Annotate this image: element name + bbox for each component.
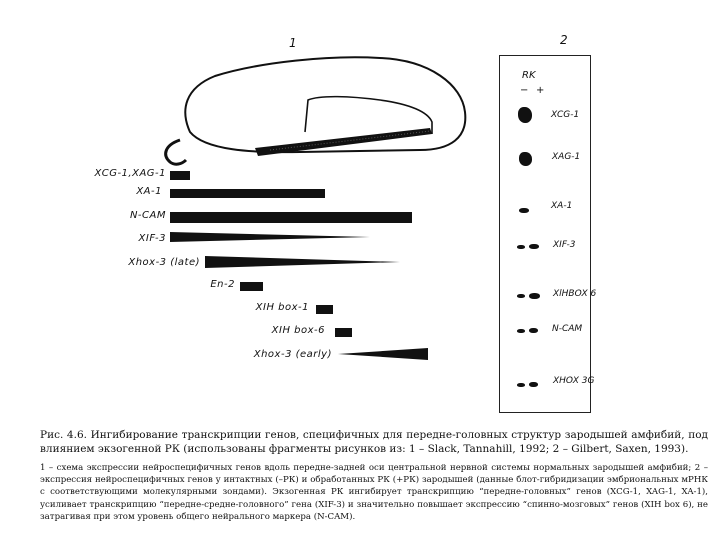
blot-band-xcg1-minus bbox=[518, 107, 532, 123]
blot-band-xhox3g-minus bbox=[517, 383, 525, 387]
expression-bar-xihbox1 bbox=[316, 305, 333, 314]
expression-bar-xhox3-early bbox=[338, 348, 428, 360]
blot-lane-minus: − bbox=[520, 85, 529, 96]
figure-caption-title: Рис. 4.6. Ингибирование транскрипции генов, специфичных для передне-головных структур зародышей амфибий, под влиянием экзогенной РК (использованы фрагменты рисунков из: 1 – Slack, Tannahill, 1992; 2 – Gilbert, Saxen, 1993). bbox=[40, 429, 708, 455]
blot-band-xlhbox6-minus bbox=[517, 294, 525, 298]
expression-bar-xcg1-xag1 bbox=[170, 171, 190, 180]
expression-bar-xihbox6 bbox=[335, 328, 352, 337]
gene-label-xihbox1: XIH box-1 bbox=[255, 302, 309, 313]
blot-band-xa1-minus bbox=[519, 208, 529, 213]
blot-band-xif3-minus bbox=[517, 245, 525, 249]
gene-label-xcg1-xag1: XCG-1,XAG-1 bbox=[94, 168, 166, 179]
panel-1-label: 1 bbox=[289, 36, 297, 50]
expression-bar-xif3 bbox=[170, 232, 370, 242]
gene-label-ncam: N-CAM bbox=[129, 210, 166, 221]
gene-label-xihbox6: XIH box-6 bbox=[271, 325, 325, 336]
blot-lane-plus: + bbox=[536, 85, 545, 96]
expression-bar-xa1 bbox=[170, 189, 325, 198]
expression-bar-xhox3-late bbox=[205, 256, 400, 268]
blot-band-xlhbox6-plus bbox=[529, 293, 540, 299]
embryo-diagram bbox=[0, 0, 480, 175]
panel-2-label: 2 bbox=[560, 33, 568, 47]
blot-label-xif3: XIF-3 bbox=[553, 240, 576, 250]
gene-label-xhox3-early: Xhox-3 (early) bbox=[253, 349, 332, 360]
embryo-head-cap bbox=[166, 140, 186, 164]
expression-bar-en2 bbox=[240, 282, 263, 291]
figure-caption-body: 1 – схема экспрессии нейроспецифичных генов вдоль передне-задней оси центральной нервной системы нормальных зародышей амфибий; 2 – экспрессия нейроспецифичных генов у интактных (–РК) и обработанных РК (+РК) зародышей (данные блот-гибридизации эмбриональных мРНК с соответствующими молекулярными зондами). Экзогенная РК ингибирует транскрипцию “передне-головных” генов (XCG-1, XAG-1, XA-1), усиливает транскрипцию “передне-средне-головного” гена (XIF-3) и значительно повышает экспрессию “спинно-мозговых” генов (XIH box 6), не затрагивая при этом уровень общего нейрального маркера (N-CAM). bbox=[40, 463, 708, 522]
expression-bar-ncam bbox=[170, 212, 412, 223]
blot-header-rk: RK bbox=[522, 70, 536, 81]
blot-band-xhox3g-plus bbox=[529, 382, 538, 387]
gene-label-xa1: XA-1 bbox=[136, 186, 162, 197]
blot-label-xa1: XA-1 bbox=[551, 201, 573, 211]
blot-label-xcg1: XCG-1 bbox=[551, 110, 580, 120]
blot-label-ncam: N-CAM bbox=[552, 324, 583, 334]
blot-label-xlhbox6: XlHBOX 6 bbox=[553, 289, 597, 299]
blot-label-xag1: XAG-1 bbox=[552, 152, 581, 162]
blot-band-ncam-plus bbox=[529, 328, 538, 333]
blot-label-xhox3g: XHOX 3G bbox=[553, 376, 595, 386]
blot-band-xag1-minus bbox=[519, 152, 532, 166]
gene-label-en2: En-2 bbox=[210, 279, 235, 290]
blot-band-xif3-plus bbox=[529, 244, 539, 249]
blot-band-ncam-minus bbox=[517, 329, 525, 333]
gene-label-xif3: XIF-3 bbox=[138, 233, 166, 244]
gene-label-xhox3-late: Xhox-3 (late) bbox=[128, 257, 200, 268]
northern-blot-panel bbox=[499, 55, 597, 413]
neural-tube-outline bbox=[305, 97, 432, 134]
